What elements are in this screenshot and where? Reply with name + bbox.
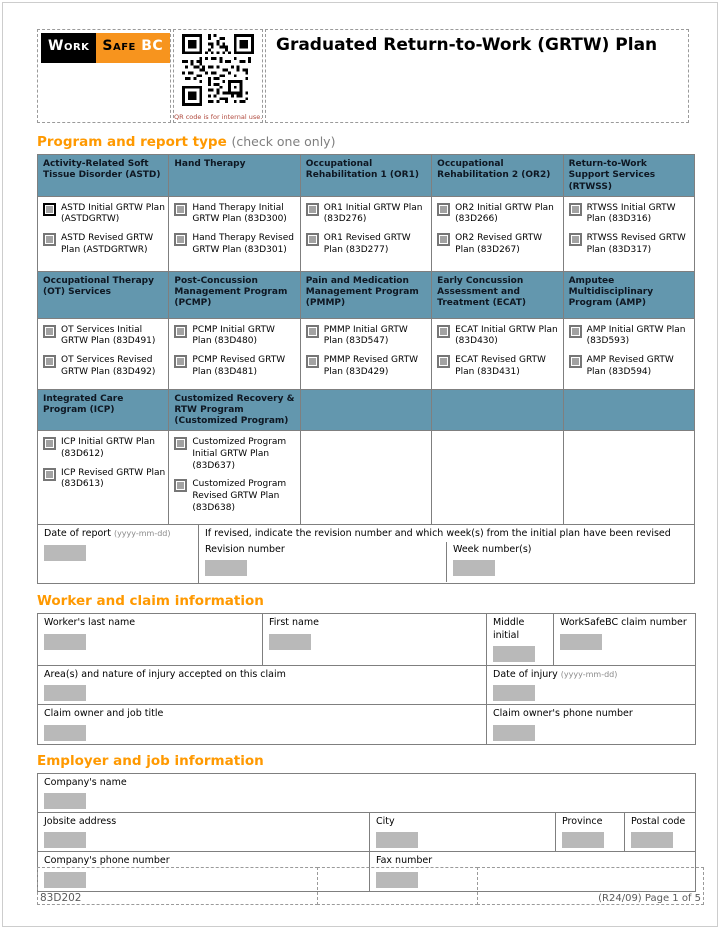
claim-number-input[interactable] — [560, 634, 602, 650]
postal-code-label: Postal code — [631, 816, 686, 828]
group-header-rtwss: Return-to-Work Support Services (RTWSS) — [563, 155, 694, 197]
checkbox[interactable] — [43, 233, 56, 246]
province-cell — [556, 813, 625, 852]
injury-input[interactable] — [44, 685, 86, 701]
checkbox[interactable] — [43, 203, 56, 216]
option-pmmp-revised[interactable]: PMMP Revised GRTW Plan (83D429) — [306, 355, 428, 378]
footer-box-middle — [317, 867, 478, 905]
checkbox[interactable] — [306, 203, 319, 216]
claim-owner-phone-label: Claim owner's phone number — [493, 708, 633, 720]
jobsite-address-input[interactable] — [44, 832, 86, 848]
company-name-label: Company's name — [44, 776, 127, 788]
checkbox[interactable] — [174, 437, 187, 450]
check-one-note: (check one only) — [231, 134, 336, 149]
group-header-pcmp: Post-Concussion Management Program (PCMP) — [169, 271, 300, 318]
qr-box — [173, 29, 263, 123]
option-customized-initial[interactable]: Customized Program Initial GRTW Plan (83D637) — [174, 437, 296, 472]
logo-box — [37, 29, 171, 123]
claim-owner-cell — [38, 705, 487, 744]
first-name-label: First name — [269, 617, 319, 629]
form-title: Graduated Return-to-Work (GRTW) Plan — [276, 35, 658, 55]
week-number-cell — [446, 542, 694, 582]
jobsite-address-cell — [38, 813, 370, 852]
checkbox[interactable] — [43, 468, 56, 481]
group-header-icp: Integrated Care Program (ICP) — [38, 389, 169, 431]
group-header-or2: Occupational Rehabilitation 2 (OR2) — [432, 155, 563, 197]
qr-code-icon — [182, 34, 254, 106]
postal-code-input[interactable] — [631, 832, 673, 848]
checkbox[interactable] — [569, 325, 582, 338]
checkbox[interactable] — [569, 203, 582, 216]
option-or1-revised[interactable]: OR1 Revised GRTW Plan (83D277) — [306, 233, 428, 256]
revision-number-input[interactable] — [205, 560, 247, 576]
option-icp-revised[interactable]: ICP Revised GRTW Plan (83D613) — [43, 468, 165, 491]
logo-bc-segment: BC — [141, 38, 164, 54]
date-format-hint: (yyyy-mm-dd) — [113, 529, 171, 539]
option-pcmp-revised[interactable]: PCMP Revised GRTW Plan (83D481) — [174, 355, 296, 378]
employer-section-heading: Employer and job information — [37, 752, 264, 769]
last-name-label: Worker's last name — [44, 617, 136, 629]
checkbox[interactable] — [437, 233, 450, 246]
option-rtwss-initial[interactable]: RTWSS Initial GRTW Plan (83D316) — [569, 203, 691, 226]
footer-box-left — [37, 867, 318, 905]
injury-label: Area(s) and nature of injury accepted on this claim — [44, 669, 286, 681]
group-header-astd: Activity-Related Soft Tissue Disorder (ASTD) — [38, 155, 169, 197]
checkbox[interactable] — [569, 355, 582, 368]
option-astd-revised[interactable]: ASTD Revised GRTW Plan (ASTDGRTWR) — [43, 233, 165, 256]
option-hand-initial[interactable]: Hand Therapy Initial GRTW Plan (83D300) — [174, 203, 296, 226]
checkbox[interactable] — [174, 479, 187, 492]
city-cell — [370, 813, 556, 852]
group-header-ot: Occupational Therapy (OT) Services — [38, 271, 169, 318]
option-amp-initial[interactable]: AMP Initial GRTW Plan (83D593) — [569, 325, 691, 348]
checkbox[interactable] — [306, 233, 319, 246]
checkbox[interactable] — [174, 325, 187, 338]
checkbox[interactable] — [437, 355, 450, 368]
province-input[interactable] — [562, 832, 604, 848]
worksafebc-logo — [41, 33, 167, 63]
option-customized-revised[interactable]: Customized Program Revised GRTW Plan (83D638) — [174, 479, 296, 514]
fax-number-label: Fax number — [376, 855, 433, 867]
option-or2-initial[interactable]: OR2 Initial GRTW Plan (83D266) — [437, 203, 559, 226]
checkbox[interactable] — [43, 355, 56, 368]
date-of-report-cell — [38, 525, 199, 584]
option-pmmp-initial[interactable]: PMMP Initial GRTW Plan (83D547) — [306, 325, 428, 348]
week-number-label: Week number(s) — [453, 543, 532, 555]
option-amp-revised[interactable]: AMP Revised GRTW Plan (83D594) — [569, 355, 691, 378]
claim-number-cell — [554, 614, 696, 666]
postal-code-cell — [625, 813, 696, 852]
province-label: Province — [562, 816, 603, 828]
date-of-report-label: Date of report (yyyy-mm-dd) — [44, 528, 171, 540]
revised-note: If revised, indicate the revision number and which week(s) from the initial plan have been revised — [205, 528, 671, 540]
checkbox[interactable] — [306, 355, 319, 368]
group-header-pmmp: Pain and Medication Management Program (PMMP) — [300, 271, 431, 318]
jobsite-address-label: Jobsite address — [44, 816, 117, 828]
week-number-input[interactable] — [453, 560, 495, 576]
form-number: 83D202 — [40, 892, 82, 904]
first-name-cell — [263, 614, 487, 666]
checkbox[interactable] — [437, 203, 450, 216]
checkbox[interactable] — [43, 437, 56, 450]
date-of-injury-cell — [487, 666, 696, 705]
last-name-input[interactable] — [44, 634, 86, 650]
date-of-report-input[interactable] — [44, 545, 86, 561]
company-phone-label: Company's phone number — [44, 855, 170, 867]
form-page — [2, 2, 718, 927]
group-header-amp: Amputee Multidisciplinary Program (AMP) — [563, 271, 694, 318]
checkbox[interactable] — [306, 325, 319, 338]
group-header-hand-therapy: Hand Therapy — [169, 155, 300, 197]
checkbox[interactable] — [174, 355, 187, 368]
option-ecat-revised[interactable]: ECAT Revised GRTW Plan (83D431) — [437, 355, 559, 378]
company-name-input[interactable] — [44, 793, 86, 809]
checkbox[interactable] — [569, 233, 582, 246]
empty-cell — [563, 431, 694, 525]
middle-initial-input[interactable] — [493, 646, 535, 662]
option-ot-revised[interactable]: OT Services Revised GRTW Plan (83D492) — [43, 355, 165, 378]
page-footer — [37, 867, 705, 905]
option-pcmp-initial[interactable]: PCMP Initial GRTW Plan (83D480) — [174, 325, 296, 348]
date-of-injury-label: Date of injury (yyyy-mm-dd) — [493, 669, 618, 681]
middle-initial-cell — [487, 614, 554, 666]
option-rtwss-revised[interactable]: RTWSS Revised GRTW Plan (83D317) — [569, 233, 691, 256]
middle-initial-label: Middle initial — [493, 617, 525, 641]
option-or2-revised[interactable]: OR2 Revised GRTW Plan (83D267) — [437, 233, 559, 256]
option-or1-initial[interactable]: OR1 Initial GRTW Plan (83D276) — [306, 203, 428, 226]
worker-table — [37, 613, 696, 744]
option-astd-initial[interactable]: ASTD Initial GRTW Plan (ASTDGRTW) — [43, 203, 165, 226]
group-header-or1: Occupational Rehabilitation 1 (OR1) — [300, 155, 431, 197]
last-name-cell — [38, 614, 263, 666]
claim-owner-input[interactable] — [44, 725, 86, 741]
revised-cell — [199, 525, 695, 584]
worker-section-heading: Worker and claim information — [37, 593, 264, 610]
option-hand-revised[interactable]: Hand Therapy Revised GRTW Plan (83D301) — [174, 233, 296, 256]
claim-owner-label: Claim owner and job title — [44, 708, 164, 720]
group-header-customized: Customized Recovery & RTW Program (Customized Program) — [169, 389, 300, 431]
date-of-report-row — [37, 524, 695, 584]
option-icp-initial[interactable]: ICP Initial GRTW Plan (83D612) — [43, 437, 165, 460]
group-header-empty — [300, 389, 431, 431]
logo-safe-segment: Safe BC — [96, 33, 170, 63]
empty-cell — [432, 431, 563, 525]
program-table — [37, 154, 695, 525]
title-box — [265, 29, 689, 123]
first-name-input[interactable] — [269, 634, 311, 650]
group-header-ecat: Early Concussion Assessment and Treatment (ECAT) — [432, 271, 563, 318]
empty-cell — [300, 431, 431, 525]
form-header — [37, 29, 689, 123]
city-input[interactable] — [376, 832, 418, 848]
revision-number-label: Revision number — [205, 543, 285, 555]
footer-box-right — [477, 867, 704, 905]
date-format-hint: (yyyy-mm-dd) — [560, 670, 618, 680]
checkbox[interactable] — [174, 203, 187, 216]
city-label: City — [376, 816, 395, 828]
claim-owner-phone-input[interactable] — [493, 725, 535, 741]
group-header-empty — [563, 389, 694, 431]
revision-number-cell — [199, 542, 446, 582]
claim-number-label: WorkSafeBC claim number — [560, 617, 687, 629]
revision-page-number: (R24/09) Page 1 of 5 — [598, 893, 701, 904]
group-header-empty — [432, 389, 563, 431]
checkbox[interactable] — [437, 325, 450, 338]
company-name-cell — [38, 773, 696, 812]
checkbox[interactable] — [43, 325, 56, 338]
injury-cell — [38, 666, 487, 705]
program-section-heading: Program and report type (check one only) — [37, 134, 336, 150]
option-ot-initial[interactable]: OT Services Initial GRTW Plan (83D491) — [43, 325, 165, 348]
claim-owner-phone-cell — [487, 705, 696, 744]
date-of-injury-input[interactable] — [493, 685, 535, 701]
qr-caption: QR code is for internal use. — [174, 113, 263, 121]
option-ecat-initial[interactable]: ECAT Initial GRTW Plan (83D430) — [437, 325, 559, 348]
checkbox[interactable] — [174, 233, 187, 246]
logo-work-segment: Work — [41, 33, 96, 63]
